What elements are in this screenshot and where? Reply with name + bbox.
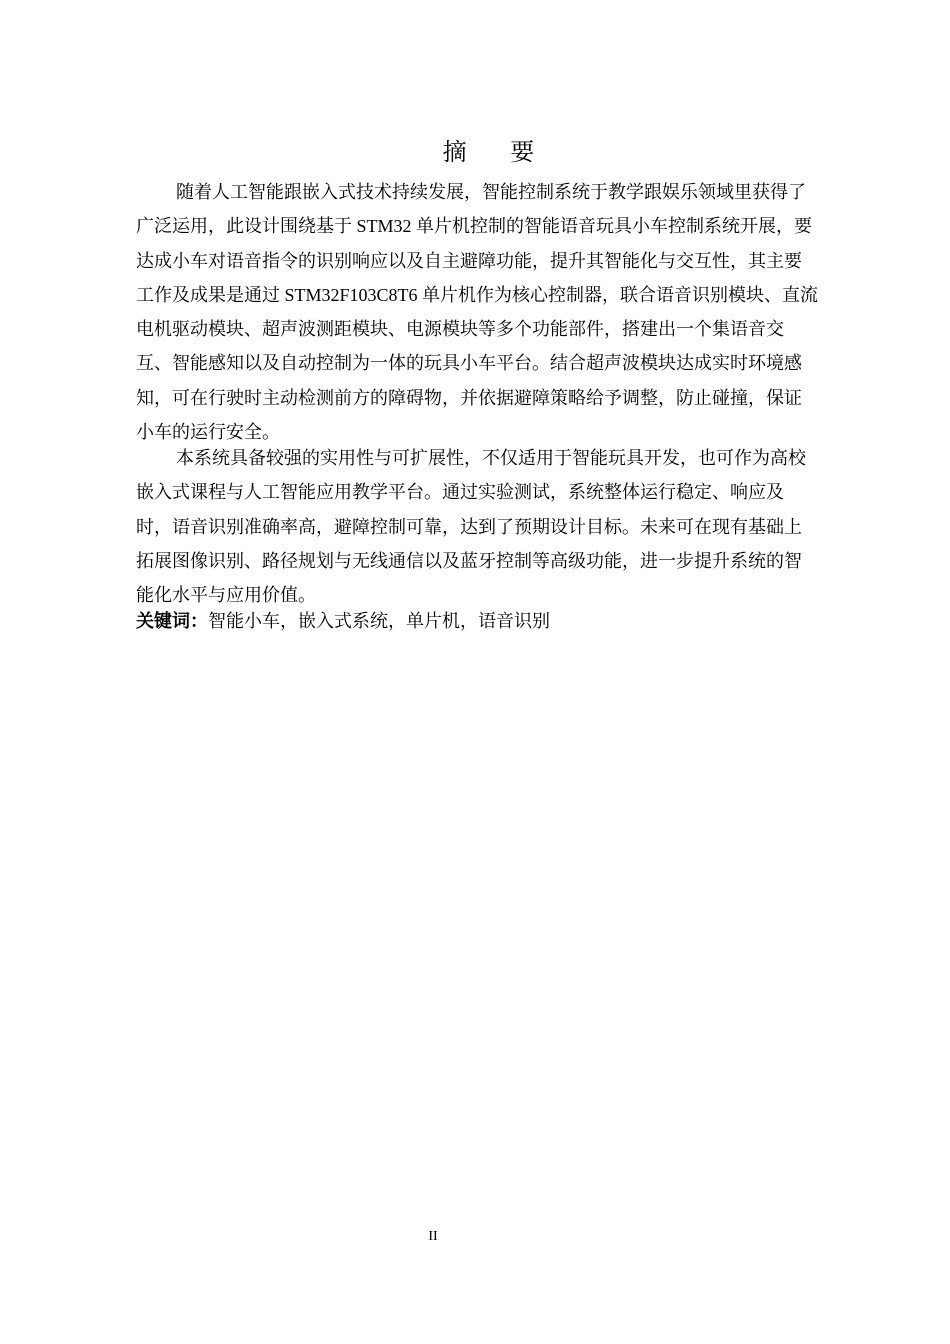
keywords-label: 关键词： (136, 611, 208, 631)
abstract-paragraph-2 (136, 441, 852, 612)
paragraph-line: 小车的运行安全。 (136, 422, 280, 443)
paragraph-line: 本系统具备较强的实用性与可扩展性，不仅适用于智能玩具开发，也可作为高校 (176, 448, 806, 468)
paragraph-line: 达成小车对语音指令的识别响应以及自主避障功能，提升其智能化与交互性，其主要 (136, 250, 802, 271)
paragraph-line: 拓展图像识别、路径规划与无线通信以及蓝牙控制等高级功能，进一步提升系统的智 (136, 550, 802, 571)
paragraph-line: 能化水平与应用价值。 (136, 585, 316, 606)
page-number: II (428, 1229, 438, 1244)
page-title: 摘 要 (442, 138, 553, 166)
keywords-value: 智能小车，嵌入式系统，单片机，语音识别 (208, 611, 550, 631)
abstract-paragraph-1 (136, 175, 852, 449)
paragraph-line: 互、智能感知以及自动控制为一体的玩具小车平台。结合超声波模块达成实时环境感 (136, 353, 802, 374)
keywords-line (136, 604, 550, 638)
paragraph-line: 工作及成果是通过 STM32F103C8T6 单片机作为核心控制器，联合语音识别模块、直流 (136, 284, 819, 305)
paragraph-line: 嵌入式课程与人工智能应用教学平台。通过实验测试，系统整体运行稳定、响应及 (136, 482, 784, 503)
paragraph-line: 电机驱动模块、超声波测距模块、电源模块等多个功能部件，搭建出一个集语音交 (136, 319, 784, 340)
paragraph-line: 随着人工智能跟嵌入式技术持续发展，智能控制系统于教学跟娱乐领域里获得了 (176, 182, 806, 202)
paragraph-line: 知，可在行驶时主动检测前方的障碍物，并依据避障策略给予调整，防止碰撞，保证 (136, 387, 802, 408)
paragraph-line: 广泛运用，此设计围绕基于 STM32 单片机控制的智能语音玩具小车控制系统开展，要 (136, 216, 813, 237)
paragraph-line: 时，语音识别准确率高，避障控制可靠，达到了预期设计目标。未来可在现有基础上 (136, 516, 802, 537)
